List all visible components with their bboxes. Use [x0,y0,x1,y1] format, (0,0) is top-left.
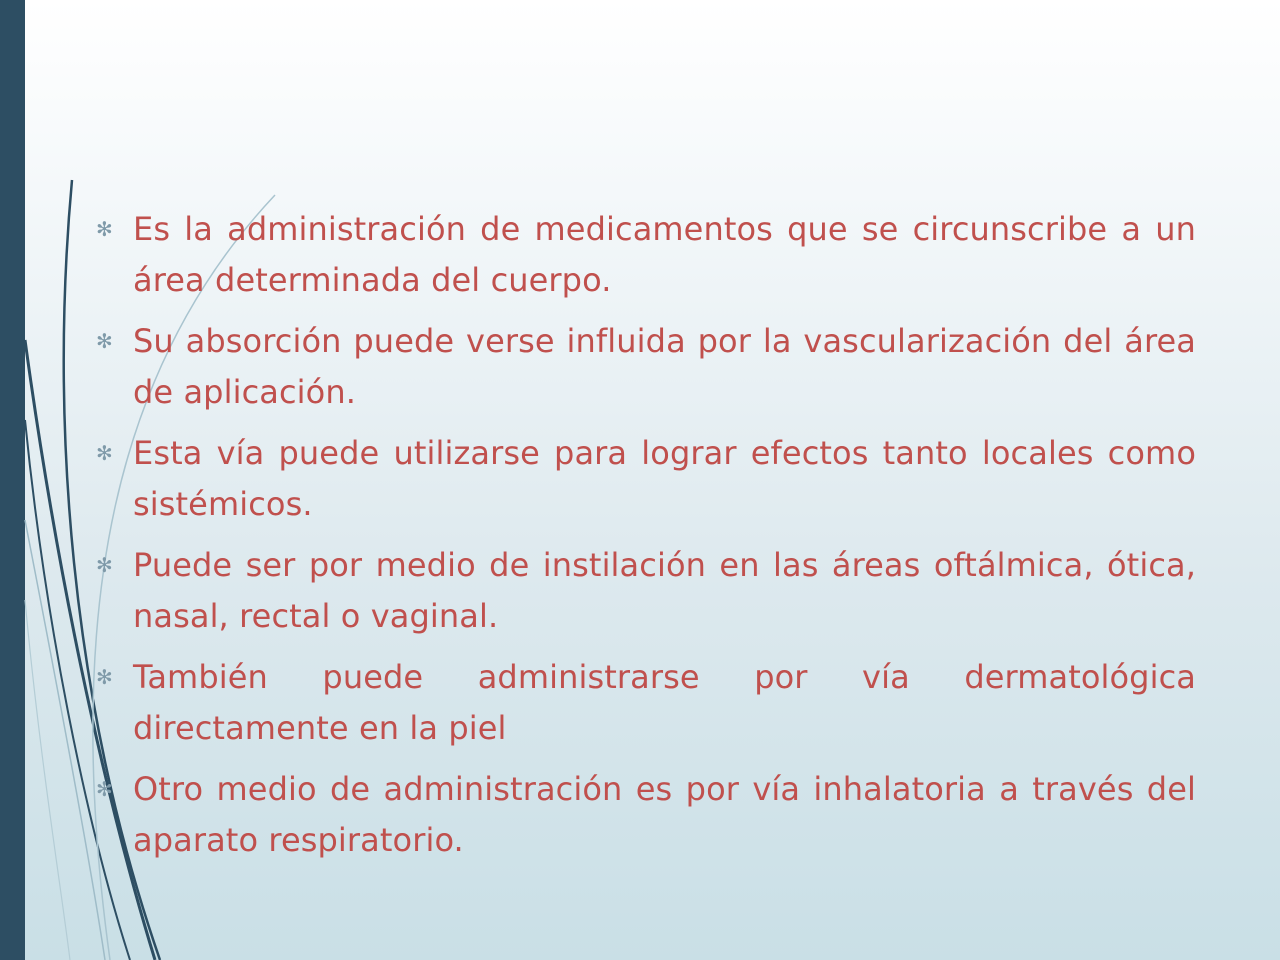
bullet-text: Su absorción puede verse influida por la vascularización del área de aplicación. [133,322,1196,411]
slide-content [96,204,1196,876]
curve-light-3 [25,600,70,960]
curve-light-2 [25,520,105,960]
bullet-text: Otro medio de administración es por vía inhalatoria a través del aparato respiratorio. [133,770,1196,859]
asterisk-bullet-icon: ✻ [96,441,113,465]
bullet-item [96,316,1196,418]
bullet-item [96,204,1196,306]
asterisk-bullet-icon: ✻ [96,777,113,801]
bullet-text: Es la administración de medicamentos que se circunscribe a un área determinada del cuerpo. [133,210,1196,299]
bullet-text: Puede ser por medio de instilación en las áreas oftálmica, ótica, nasal, rectal o vaginal. [133,546,1196,635]
bullet-list [96,204,1196,866]
asterisk-bullet-icon: ✻ [96,665,113,689]
asterisk-bullet-icon: ✻ [96,217,113,241]
bullet-item [96,540,1196,642]
bullet-text: Esta vía puede utilizarse para lograr efectos tanto locales como sistémicos. [133,434,1196,523]
bullet-item [96,764,1196,866]
bullet-item [96,428,1196,530]
bullet-text: También puede administrarse por vía dermatológica directamente en la piel [133,658,1196,747]
bullet-item [96,652,1196,754]
asterisk-bullet-icon: ✻ [96,329,113,353]
asterisk-bullet-icon: ✻ [96,553,113,577]
left-accent-bar [0,0,25,960]
